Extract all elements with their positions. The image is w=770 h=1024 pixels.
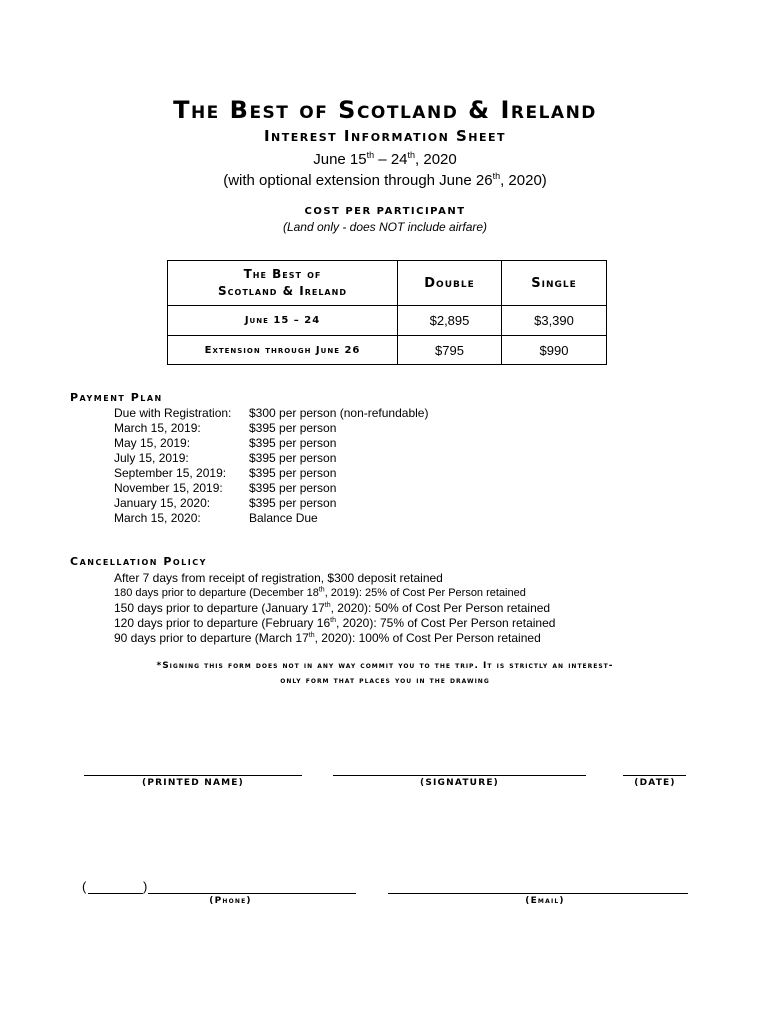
date-label: (DATE) <box>634 778 676 788</box>
trip-dates: June 15th – 24th, 2020 <box>313 150 457 168</box>
table-header-double: Double <box>398 261 502 306</box>
list-item: After 7 days from receipt of registration, $300 deposit retained <box>114 571 443 585</box>
cost-note: (Land only - does NOT include airfare) <box>282 220 488 234</box>
payment-plan-list <box>114 406 428 526</box>
price-single: $3,390 <box>502 306 607 336</box>
list-item: November 15, 2019: $395 per person <box>114 481 337 495</box>
list-item: 120 days prior to departure (February 16th, 2020): 75% of Cost Per Person retained <box>114 616 556 630</box>
document-subtitle: Interest Information Sheet <box>263 127 507 145</box>
table-header-row <box>168 261 607 306</box>
phone-area-open: ( <box>82 879 87 894</box>
list-item: March 15, 2019: $395 per person <box>114 421 337 435</box>
email-label: (Email) <box>525 896 565 906</box>
table-row <box>168 306 607 336</box>
list-item: 180 days prior to departure (December 18th, 2019): 25% of Cost Per Person retained <box>114 586 526 599</box>
signature-label: (SIGNATURE) <box>420 778 499 788</box>
price-table <box>167 260 607 365</box>
phone-label: (Phone) <box>209 896 252 906</box>
email-line[interactable] <box>388 893 688 894</box>
printed-name-label: (PRINTED NAME) <box>142 778 244 788</box>
extension-note: (with optional extension through June 26th, 2020) <box>223 171 547 189</box>
printed-name-line[interactable] <box>84 775 302 776</box>
list-item: March 15, 2020: Balance Due <box>114 511 318 525</box>
phone-line[interactable] <box>148 893 356 894</box>
list-item: Due with Registration: $300 per person (non-refundable) <box>114 406 429 420</box>
list-item: 150 days prior to departure (January 17th, 2020): 50% of Cost Per Person retained <box>114 601 551 615</box>
disclaimer: *Signing this form does not in any way commit you to the trip. It is strictly an interest- only form that places you in the drawing <box>156 661 614 686</box>
row-label: Extension through June 26 <box>168 336 398 365</box>
payment-plan-heading: Payment Plan <box>70 391 163 404</box>
document-title: The Best of Scotland & Ireland <box>173 96 597 124</box>
price-single: $990 <box>502 336 607 365</box>
cost-heading: COST PER PARTICIPANT <box>304 206 466 217</box>
list-item: September 15, 2019: $395 per person <box>114 466 337 480</box>
list-item: May 15, 2019: $395 per person <box>114 436 337 450</box>
phone-area-code-line[interactable] <box>88 893 143 894</box>
phone-area-close: ) <box>143 879 148 894</box>
table-row <box>168 336 607 365</box>
list-item: July 15, 2019: $395 per person <box>114 451 337 465</box>
signature-line[interactable] <box>333 775 586 776</box>
cancellation-list <box>114 571 555 646</box>
price-double: $2,895 <box>398 306 502 336</box>
table-header-single: Single <box>502 261 607 306</box>
list-item: 90 days prior to departure (March 17th, 2020): 100% of Cost Per Person retained <box>114 631 541 645</box>
row-label: June 15 – 24 <box>168 306 398 336</box>
date-line[interactable] <box>623 775 686 776</box>
table-header-trip: The Best of Scotland & Ireland <box>168 261 398 306</box>
price-double: $795 <box>398 336 502 365</box>
list-item: January 15, 2020: $395 per person <box>114 496 337 510</box>
cancellation-heading: Cancellation Policy <box>70 555 207 568</box>
